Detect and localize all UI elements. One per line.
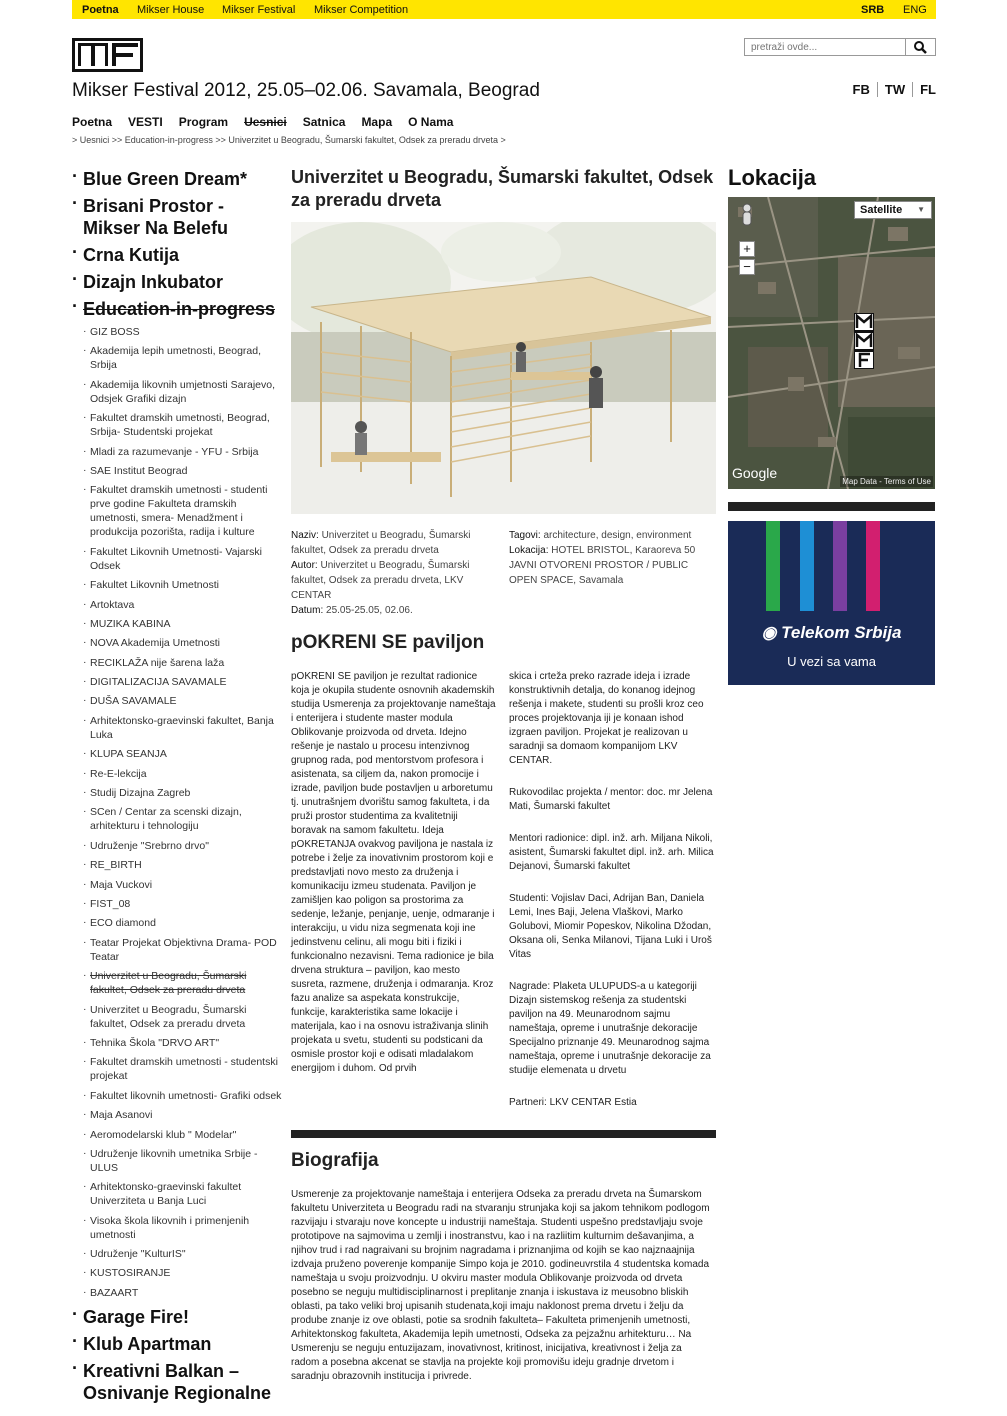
- telekom-ad-banner[interactable]: [728, 521, 935, 685]
- article-paragraph: Nagrade: Plaketa ULUPUDS-a u kategoriji Dizajn sistemskog rešenja za studentski paviljon na 49. Meunarodnom sajmu nameštaja, opreme i unutrašnje dekoracije Specijalno priznanje 49. Meunarodnog sajma nameštaja, opreme i unutrašnje dekoracije za studije elemenata u drvetu: [509, 981, 711, 1076]
- sidebar-item[interactable]: · Klub Apartman: [70, 1333, 282, 1355]
- sidebar-subitem[interactable]: · Fakultet likovnih umetnosti- Grafiki odsek: [90, 1089, 282, 1103]
- sidebar-subitem[interactable]: · Re-E-lekcija: [90, 767, 282, 781]
- sidebar-sublist: [70, 325, 282, 1300]
- section-divider: [291, 1130, 716, 1138]
- social-fl[interactable]: FL: [912, 82, 936, 97]
- sidebar-subitem[interactable]: · Fakultet dramskih umetnosti, Beograd, Srbija- Studentski projekat: [90, 411, 282, 439]
- sidebar-subitem[interactable]: · SCen / Centar za scenski dizajn, arhitekturu i tehnologiju: [90, 805, 282, 833]
- lang-eng[interactable]: ENG: [903, 4, 927, 16]
- sidebar-subitem[interactable]: · Aeromodelarski klub " Modelar": [90, 1128, 282, 1142]
- sidebar-item[interactable]: · Crna Kutija: [70, 244, 282, 266]
- sidebar-subitem[interactable]: · KLUPA SEANJA: [90, 747, 282, 761]
- nav-mapa[interactable]: Mapa: [361, 115, 393, 129]
- sidebar-subitem[interactable]: · Akademija lepih umetnosti, Beograd, Srbija: [90, 344, 282, 372]
- sidebar-subitem[interactable]: · Visoka škola likovnih i primenjenih umetnosti: [90, 1214, 282, 1242]
- logo-f-glyph: [111, 43, 139, 67]
- main-content: [291, 166, 716, 1382]
- sidebar-subitem[interactable]: · NOVA Akademija Umetnosti: [90, 636, 282, 650]
- site-title: Mikser Festival 2012, 25.05–02.06. Savamala, Beograd: [72, 80, 540, 101]
- sidebar-subitem[interactable]: · SAE Institut Beograd: [90, 464, 282, 478]
- meta-lokacija[interactable]: HOTEL BRISTOL, Karaoreva 50 JAVNI OTVORENI PROSTOR / PUBLIC OPEN SPACE, Savamala: [509, 545, 696, 586]
- sidebar-subitem[interactable]: · Akademija likovnih umjetnosti Sarajevo, Odsjek Grafiki dizajn: [90, 378, 282, 406]
- nav-poetna[interactable]: Poetna: [72, 115, 113, 129]
- zoom-in-icon[interactable]: +: [739, 241, 755, 257]
- top-bar: [72, 0, 936, 19]
- sidebar-subitem[interactable]: · DUŠA SAVAMALE: [90, 694, 282, 708]
- article-paragraph: Studenti: Vojislav Daci, Adrijan Ban, Daniela Lemi, Ines Baji, Jelena Vlaškovi, Marko Golubovi, Miomir Popeskov, Nikolina Džodan, Oksana oli, Senka Milanovi, Tijana Luki i Uroš Vitas: [509, 893, 712, 960]
- location-title: Lokacija: [728, 165, 817, 190]
- pavilion-render: [291, 222, 716, 514]
- sidebar-subitem[interactable]: · DIGITALIZACIJA SAVAMALE: [90, 675, 282, 689]
- google-logo: Google: [732, 465, 778, 481]
- sidebar-subitem[interactable]: · FIST_08: [90, 897, 282, 911]
- sidebar-subitem[interactable]: · ECO diamond: [90, 916, 282, 930]
- sidebar-subitem[interactable]: · Udruženje "KulturIS": [90, 1247, 282, 1261]
- sidebar-subitem[interactable]: · Artoktava: [90, 598, 282, 612]
- sidebar-subitem[interactable]: · Udruženje likovnih umetnika Srbije - ULUS: [90, 1147, 282, 1175]
- bio-text: Usmerenje za projektovanje nameštaja i enterijera Odseka za preradu drveta na Šumarskom fakultetu Univerziteta u Beogradu radi na stvaranju strunjaka koji sa jakom tehnikom podlogom razvijaju i stvaraju nove koncepte u industriji nameštaja. Studenti uspešno predstavljaju svoje prototipove na sajmovima u zemlji i inostranstvu, kao i na razliitim kulturnim dešavanjima, a njihov trud i rad nagraivani su brojnim nagradama i priznanjima od kojih se kao najznaajnija izdvaja pruženo poverenje kompanije Simpo koja je 2010. godineuvrstila 4 studentska komada nameštaja u svoju proizvodnju. U okviru master modula Oblikovanje proizvoda od drveta posebno se neguju multidisciplinarnost i preplitanje znanja i iskustava iz meusobno bliskih oblasti, pa tako veliki broj upisanih studenata,koji imaju naklonost prema drvetu i želju da prodube znanje iz ove oblasti, potie sa srodnih fakulteta– Fakulteta primenjenih umetnosti, Arhitektonskog fakulteta, Akademija lepih umetnosti, Odseka za pejzažnu arhitekturu… Na Usmerenju se neguju entuzijazam, inovativnost, kritinost, inicijativa, kreativnost i želja za radom a posebna akcenat se stavlja na projekte koji promovišu ideju gradnje drvetom i saradnju obrazovnih institucija i privrede.: [291, 1189, 710, 1382]
- sidebar-subitem[interactable]: · Tehnika Škola "DRVO ART": [90, 1036, 282, 1050]
- sidebar-subitem[interactable]: · BAZAART: [90, 1286, 282, 1300]
- nav-o-nama[interactable]: O Nama: [408, 115, 454, 129]
- search-button[interactable]: [905, 39, 935, 55]
- sidebar-subitem[interactable]: · Arhitektonsko-graevinski fakultet Univerziteta u Banja Luci: [90, 1180, 282, 1208]
- article-paragraph: Rukovodilac projekta / mentor: doc. mr Jelena Mati, Šumarski fakultet: [509, 787, 713, 812]
- ad-slogan: U vezi sa vama: [787, 654, 876, 669]
- sidebar-subitem[interactable]: · MUZIKA KABINA: [90, 617, 282, 631]
- sidebar-item[interactable]: · Dizajn Inkubator: [70, 271, 282, 293]
- meta-tags[interactable]: architecture, design, environment: [543, 530, 692, 541]
- sidebar-item[interactable]: · Garage Fire!: [70, 1306, 282, 1328]
- sidebar-subitem[interactable]: · Univerzitet u Beogradu, Šumarski fakultet, Odsek za preradu drveta: [90, 1003, 282, 1031]
- sidebar-subitem-active[interactable]: · Univerzitet u Beogradu, Šumarski fakultet, Odsek za preradu drveta: [90, 969, 282, 997]
- article-column-left: [291, 670, 496, 1094]
- sidebar-subitem[interactable]: · Udruženje "Srebrno drvo": [90, 839, 282, 853]
- sidebar-subitem[interactable]: · KUSTOSIRANJE: [90, 1266, 282, 1280]
- article-column-right: [509, 670, 716, 1128]
- sidebar-item-active[interactable]: · Education-in-progress: [70, 298, 282, 320]
- sidebar-subitem[interactable]: · Mladi za razumevanje - YFU - Srbija: [90, 445, 282, 459]
- chevron-down-icon: ▼: [917, 205, 925, 214]
- sidebar-subitem[interactable]: · Fakultet dramskih umetnosti - studenti prve godine Fakulteta dramskih umetnosti, smera- Menadžment i produkcija pozorišta, radija i kulture: [90, 483, 282, 539]
- page-title: Univerzitet u Beogradu, Šumarski fakultet, Odsek za preradu drveta: [291, 167, 714, 210]
- topnav-poetna[interactable]: Poetna: [82, 4, 119, 16]
- sidebar: [70, 168, 282, 1409]
- right-divider: [728, 502, 935, 511]
- sidebar-subitem[interactable]: · Maja Vuckovi: [90, 878, 282, 892]
- sidebar-subitem[interactable]: · Fakultet Likovnih Umetnosti- Vajarski Odsek: [90, 545, 282, 573]
- ad-color-stripes: [728, 521, 935, 621]
- meta-datum: 25.05-25.05, 02.06.: [326, 605, 413, 616]
- nav-vesti[interactable]: VESTI: [128, 115, 163, 129]
- meta-naziv: Univerzitet u Beogradu, Šumarski fakultet, Odsek za preradu drveta: [291, 530, 471, 556]
- zoom-out-icon[interactable]: −: [739, 259, 755, 275]
- sidebar-subitem[interactable]: · Arhitektonsko-graevinski fakultet, Banja Luka: [90, 714, 282, 742]
- sidebar-item[interactable]: · Kreativni Balkan – Osnivanje Regionalne: [70, 1360, 282, 1404]
- sidebar-subitem[interactable]: · Fakultet dramskih umetnosti - studentski projekat: [90, 1055, 282, 1083]
- article-paragraph: skica i crteža preko razrade ideja i izrade konstruktivnih detalja, do konanog idejnog rešenja i makete, studenti su prošli kroz ceo proces projektovanja iji je konaan ishod izgraen paviljon. Projekat je realizovan u saradnji sa domaom kompanijom LKV CENTAR.: [509, 671, 704, 766]
- pavilion-image: [291, 222, 716, 514]
- topnav-mikser-house[interactable]: Mikser House: [137, 4, 205, 16]
- logo-m-glyph: [78, 43, 108, 67]
- social-tw[interactable]: TW: [877, 82, 912, 97]
- search-box: [744, 38, 936, 56]
- sidebar-subitem[interactable]: · Studij Dizajna Zagreb: [90, 786, 282, 800]
- meta-autor: Univerzitet u Beogradu, Šumarski fakultet, Odsek za preradu drveta, LKV CENTAR: [291, 560, 470, 601]
- social-fb[interactable]: FB: [852, 82, 870, 97]
- map-type-select[interactable]: Satellite ▼: [854, 201, 932, 219]
- sidebar-subitem[interactable]: · RECIKLAŽA nije šarena laža: [90, 656, 282, 670]
- ad-brand: ◉ Telekom Srbija: [761, 623, 902, 642]
- sidebar-subitem[interactable]: · Maja Asanovi: [90, 1108, 282, 1122]
- topnav-mikser-competition[interactable]: Mikser Competition: [314, 4, 409, 16]
- sidebar-item[interactable]: · Brisani Prostor - Mikser Na Belefu: [70, 195, 282, 239]
- nav-program[interactable]: Program: [178, 115, 229, 129]
- map-pegman-icon[interactable]: [740, 203, 754, 233]
- article-paragraph: Partneri: LKV CENTAR Estia: [509, 1097, 637, 1108]
- sidebar-subitem[interactable]: · GIZ BOSS: [90, 325, 282, 339]
- topnav-mikser-festival[interactable]: Mikser Festival: [222, 4, 296, 16]
- meta-left: Naziv: Univerzitet u Beogradu, Šumarski fakultet, Odsek za preradu drveta Autor: Univerzitet u Beogradu, Šumarski fakultet, Odsek za preradu drveta, LKV CENTAR Datum: 25.05-25.05, 02.06.: [291, 530, 471, 616]
- location-map[interactable]: [728, 197, 935, 489]
- telekom-logo-icon: ◉: [761, 623, 782, 642]
- meta-right: Tagovi: architecture, design, environment Lokacija: HOTEL BRISTOL, Karaoreva 50 JAVNI OTVORENI PROSTOR / PUBLIC OPEN SPACE, Savamala: [509, 530, 696, 586]
- map-satellite-imagery: [728, 197, 935, 489]
- mf-marker-icon[interactable]: [854, 313, 874, 369]
- main-nav: [72, 115, 469, 129]
- sidebar-subitem[interactable]: · Teatar Projekat Objektivna Drama- POD Teatar: [90, 936, 282, 964]
- sidebar-subitem[interactable]: · RE_BIRTH: [90, 858, 282, 872]
- article-paragraph: pOKRENI SE paviljon je rezultat radionice koja je okupila studente osnovnih akademskih studija Usmerenja za projektovanje nameštaja i enterijera i studente master modula Oblikovanje proizvoda od drveta. Idejno rešenje je nastalo u procesu intenzivnog grupnog rada, pod mentorstvom profesora i asistenata, sa ciljem da, nakon promocije i izrade, paviljon bude postavljen u arboretumu tj. unutrašnjem dvorištu samog fakulteta, i da pruži prostor studentima za kvalitetniji boravak na samom fakultetu. Ideja pOKRETANJA ovakvog paviljona je nastala iz potrebe i želje za inovativnim prostorom koji e predstavljati novo mesto za druženja i komunikaciju izmeu studenata. Paviljon je zamišljen kao poligon sa prostorima za sedenje, ležanje, penjanje, uenje, odmaranje i interakciju, u vidu niza segmenata koji ine jedinstvenu celinu, ali mogu biti i fiziki i funkcionalno nezavisni. Tema radionice je bila drvena struktura – paviljon, kao mesto susreta, razmene, druženja i odmaranja. Kroz fazu analize sa aspekata konstrukcije, funkcije, karakteristika same lokacije i materijala, kao i na osnovu istraživanja slinih projekata u svetu, studenti su podsticani da osmisle prostor koji e odisati mladalakom energijom i duhom. Od prvih: [291, 671, 496, 1074]
- lang-srb[interactable]: SRB: [861, 4, 885, 16]
- search-input[interactable]: [745, 39, 905, 55]
- search-icon: [906, 39, 936, 55]
- article-paragraph: Mentori radionice: dipl. inž. arh. Miljana Nikoli, asistent, Šumarski fakultet dipl. inž. arh. Milica Dejanovi, Šumarski fakultet: [509, 833, 714, 872]
- section-title: pOKRENI SE paviljon: [291, 632, 485, 653]
- nav-satnica[interactable]: Satnica: [302, 115, 346, 129]
- social-links: [846, 82, 936, 97]
- bio-title: Biografija: [291, 1150, 379, 1171]
- breadcrumb[interactable]: > Uesnici >> Education-in-progress >> Univerzitet u Beogradu, Šumarski fakultet, Odsek za preradu drveta >: [72, 135, 506, 145]
- mf-logo[interactable]: [72, 38, 143, 72]
- nav-uesnici[interactable]: Uesnici: [244, 115, 287, 129]
- sidebar-item[interactable]: · Blue Green Dream*: [70, 168, 282, 190]
- map-terms-link[interactable]: Map Data - Terms of Use: [842, 477, 931, 486]
- sidebar-subitem[interactable]: · Fakultet Likovnih Umetnosti: [90, 578, 282, 592]
